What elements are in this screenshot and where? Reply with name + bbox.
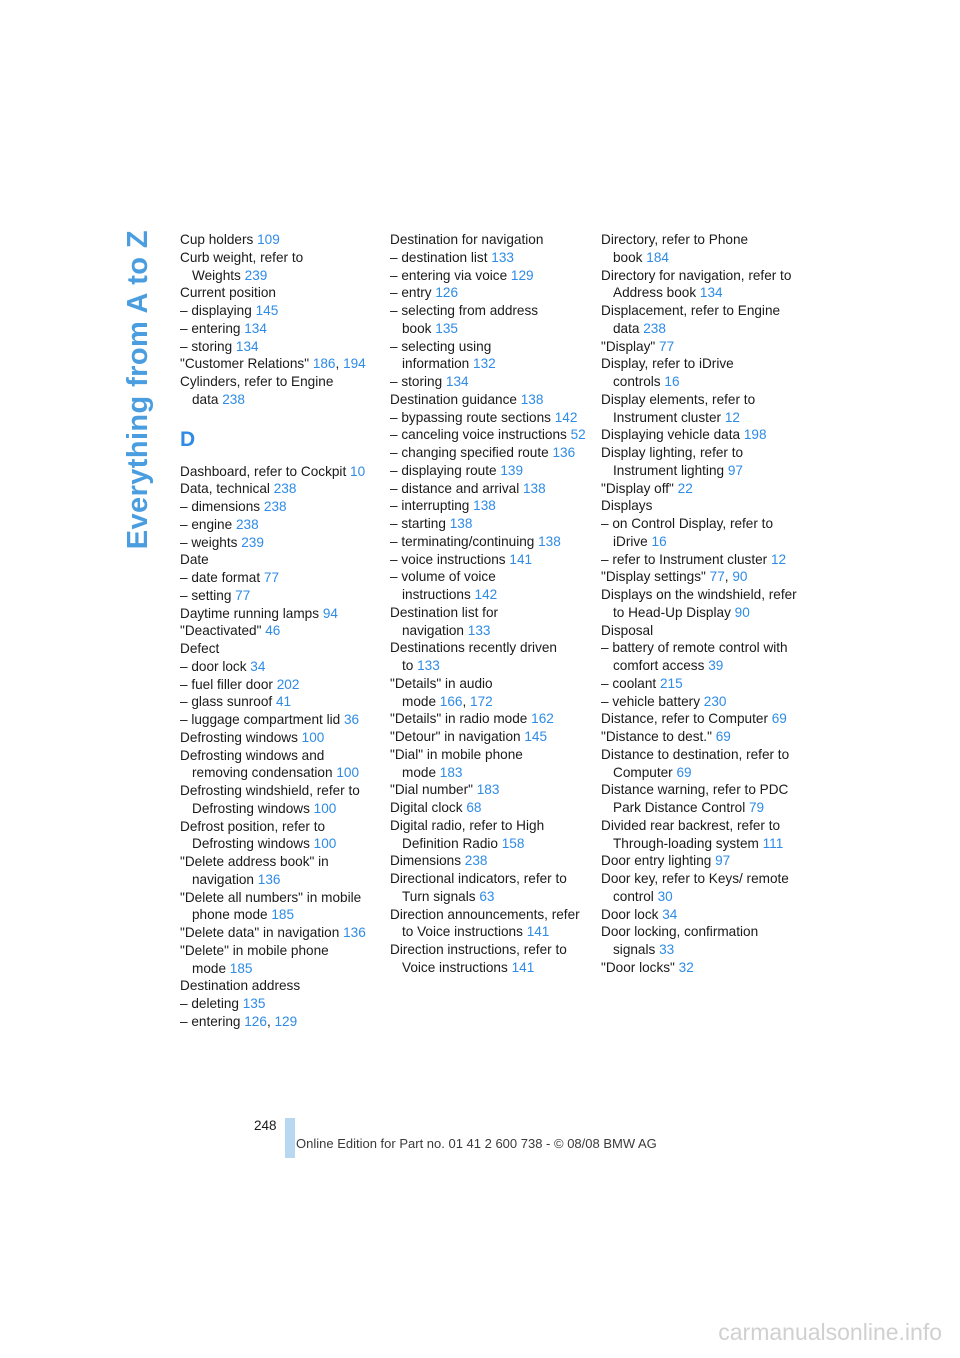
side-title — [118, 230, 158, 560]
page-reference-link[interactable]: 36 — [343, 712, 360, 727]
index-entry: "Customer Relations" 186, 194 — [180, 356, 366, 372]
index-entry-text: "Display settings" — [601, 569, 706, 585]
page-reference-link[interactable]: 10 — [350, 463, 366, 479]
page-reference-link[interactable]: 194 — [343, 356, 366, 372]
page-reference-link[interactable]: 90 — [732, 569, 748, 585]
index-entry-text: – storing — [180, 338, 233, 354]
page-reference-link[interactable]: 230 — [703, 693, 727, 709]
index-entry-text: – distance and arrival — [390, 480, 520, 496]
page-reference-link[interactable]: 100 — [313, 800, 337, 816]
index-entry — [180, 587, 376, 605]
index-entry-text: Defrost position, refer to Defrosting windows — [180, 818, 326, 852]
index-entry-text: – glass sunroof — [180, 694, 273, 710]
page-reference-link[interactable]: 185 — [271, 907, 295, 923]
index-entry — [390, 462, 586, 480]
page-reference-link[interactable]: 100 — [313, 836, 337, 852]
page-reference-link[interactable]: 111 — [762, 835, 784, 851]
index-entry-text: – starting — [390, 516, 446, 531]
page-reference-link[interactable]: 34 — [250, 658, 266, 674]
index-entry-text: – setting — [180, 587, 232, 603]
side-title-text: Everything from A to Z — [122, 230, 154, 550]
page-reference-link[interactable]: 90 — [734, 604, 750, 620]
index-entry — [601, 497, 797, 515]
index-entry-text: Directional indicators, refer to Turn signals — [390, 871, 567, 904]
index-entry — [180, 924, 376, 942]
index-entry — [390, 781, 586, 799]
page-reference-link[interactable]: 172 — [470, 693, 493, 709]
index-entry — [180, 302, 376, 320]
index-entry-text: Cylinders, refer to Engine data — [180, 374, 334, 407]
index-entry: "Details" in audio mode 166, 172 — [390, 675, 493, 709]
index-entry — [390, 639, 586, 675]
index-entry — [180, 338, 376, 356]
index-entry — [180, 284, 376, 302]
index-entry — [601, 338, 797, 356]
index-entry-text: "Dial" in mobile phone mode — [390, 746, 523, 780]
page-reference-link[interactable]: 185 — [229, 960, 253, 976]
page-reference-link[interactable]: 134 — [445, 374, 469, 389]
index-entry-text: – entering — [180, 1013, 241, 1029]
index-entry-text: Dimensions — [390, 853, 462, 869]
index-entry-text: Destination address — [180, 978, 301, 994]
index-entry-text: – battery of remote control with comfort access — [601, 640, 788, 673]
index-entry-text: "Details" in radio mode — [390, 711, 528, 727]
page-reference-link[interactable]: 52 — [570, 427, 586, 443]
page-reference-link[interactable]: 183 — [439, 764, 463, 780]
page-reference-link[interactable]: 238 — [222, 391, 245, 407]
index-entry-text: – door lock — [180, 658, 247, 674]
index-entry-text: Display, refer to iDrive controls — [601, 356, 734, 389]
index-entry-text: "Customer Relations" — [180, 356, 310, 372]
page-reference-link[interactable]: 68 — [466, 800, 482, 815]
index-entry-text: Divided rear backrest, refer to Through-loading system — [601, 817, 781, 851]
page-reference-link[interactable]: 239 — [244, 267, 268, 283]
page-reference-link[interactable]: 238 — [235, 516, 259, 532]
page-reference-link[interactable]: 100 — [336, 765, 360, 781]
page-reference-link[interactable]: 32 — [678, 959, 694, 975]
index-entry-text: Direction instructions, refer to Voice instructions — [390, 942, 567, 975]
index-entry-text: Defrosting windshield, refer to Defrosting windows — [180, 783, 360, 816]
page-reference-link[interactable]: 126 — [435, 285, 459, 301]
index-entry-text: Displays on the windshield, refer to Head-Up Display — [601, 587, 797, 620]
page-reference-link[interactable]: 77 — [659, 338, 675, 354]
index-entry-text: – deleting — [180, 996, 239, 1011]
page-reference-link[interactable]: 30 — [657, 888, 673, 904]
index-entry-text: Displacement, refer to Engine data — [601, 303, 781, 336]
page-reference-link[interactable]: 162 — [531, 711, 554, 727]
index-entry-text: Date — [180, 552, 209, 568]
index-entry — [601, 515, 797, 551]
page-reference-link[interactable]: 129 — [510, 267, 534, 283]
index-entry — [180, 498, 376, 516]
page-reference-link[interactable]: 34 — [662, 906, 678, 922]
index-entry-text: – canceling voice instructions — [390, 427, 567, 443]
index-entry-text: – bypassing route sections — [390, 409, 551, 425]
page-reference-link[interactable]: 41 — [275, 694, 292, 710]
index-entry — [390, 906, 586, 942]
page-reference-link[interactable]: 39 — [708, 658, 724, 673]
index-entry — [390, 604, 586, 640]
index-entry — [390, 728, 586, 746]
page-reference-link[interactable]: 183 — [476, 782, 500, 798]
index-entry — [390, 444, 586, 462]
page-reference-link[interactable]: 238 — [273, 481, 297, 497]
page-reference-link[interactable]: 46 — [265, 623, 281, 639]
index-entry-text: Defrosting windows and removing condensation — [180, 747, 333, 781]
index-entry — [601, 480, 797, 498]
index-entry-text: Distance warning, refer to PDC Park Distance Control — [601, 782, 789, 815]
page-reference-link[interactable]: 138 — [523, 480, 546, 496]
index-entry — [601, 551, 797, 569]
index-entry — [180, 977, 376, 995]
index-entry-text: Directory, refer to Phone book — [601, 232, 749, 265]
index-entry — [390, 284, 586, 302]
index-entry-text: – fuel filler door — [180, 676, 273, 692]
index-entry-text: – coolant — [601, 675, 657, 691]
index-entry — [180, 463, 376, 481]
page-reference-link[interactable]: 135 — [242, 996, 266, 1011]
page-reference-link[interactable]: 136 — [552, 445, 576, 460]
index-entry — [180, 480, 376, 498]
index-entry — [180, 622, 376, 640]
index-entry — [390, 710, 586, 728]
page-reference-link[interactable]: 129 — [274, 1013, 298, 1029]
index-entry-text: – volume of voice instructions — [390, 569, 496, 602]
index-entry — [601, 675, 797, 693]
index-entry-text: Destination list for navigation — [390, 604, 499, 638]
index-entry-text: – dimensions — [180, 499, 261, 514]
index-entry-text: Displaying vehicle data — [601, 427, 741, 443]
index-entry — [601, 426, 797, 444]
index-entry-text: Direction announcements, refer to Voice instructions — [390, 906, 580, 940]
index-entry-text: "Distance to dest." — [601, 729, 712, 744]
page-reference-link[interactable]: 138 — [538, 533, 561, 549]
index-entry — [180, 818, 376, 854]
index-entry — [390, 551, 586, 569]
index-entry — [180, 658, 376, 676]
edition-bar — [285, 1118, 295, 1158]
index-entry-text: Cup holders — [180, 232, 254, 247]
index-entry — [601, 391, 797, 427]
page-reference-link[interactable]: 138 — [449, 516, 473, 531]
index-entry-text: Disposal — [601, 622, 654, 638]
index-entry-text: – storing — [390, 374, 443, 389]
page-reference-link[interactable]: 132 — [473, 356, 496, 372]
index-entry-text: – terminating/continuing — [390, 533, 535, 549]
index-entry-text: Curb weight, refer to Weights — [180, 249, 304, 283]
index-entry-text: "Display" — [601, 338, 656, 354]
index-entry-text: "Delete address book" in navigation — [180, 854, 329, 887]
index-entry — [601, 746, 797, 782]
index-entry-text: Display lighting, refer to Instrument lighting — [601, 445, 744, 478]
index-entry: – entering 126, 129 — [180, 1013, 298, 1029]
index-entry-text: "Door locks" — [601, 959, 675, 975]
page-reference-link[interactable]: 77 — [263, 570, 280, 585]
index-entry-text: Door locking, confirmation signals — [601, 924, 759, 957]
page-reference-link[interactable]: 138 — [520, 391, 544, 407]
page-reference-link[interactable]: 238 — [464, 853, 488, 869]
index-entry-text: Dashboard, refer to Cockpit — [180, 463, 347, 479]
page-reference-link[interactable]: 16 — [664, 374, 680, 389]
index-entry — [601, 728, 797, 746]
index-entry-text: Destination for navigation — [390, 232, 544, 247]
index-entry — [180, 942, 376, 978]
page-reference-link[interactable]: 97 — [727, 462, 743, 478]
index-entry-text: – displaying route — [390, 462, 497, 478]
edition-note: Online Edition for Part no. 01 41 2 600 738 - © 08/08 BMW AG — [296, 1136, 657, 1151]
index-entry-text: – entering via voice — [390, 267, 508, 283]
index-entry-text: – destination list — [390, 249, 488, 265]
index-entry-text: Displays — [601, 498, 653, 514]
index-entry-text: – entry — [390, 285, 432, 301]
index-entry-text: Door entry lighting — [601, 853, 712, 869]
index-entry-text: Door lock — [601, 906, 659, 922]
index-entry-text: Distance to destination, refer to Computer — [601, 746, 790, 780]
page-reference-link[interactable]: 134 — [235, 338, 259, 354]
index-entry-text: – displaying — [180, 303, 252, 318]
index-entry-text: Destinations recently driven to — [390, 640, 557, 673]
index-entry — [601, 355, 797, 391]
index-entry — [390, 799, 586, 817]
page-reference-link[interactable]: 63 — [479, 888, 495, 904]
index-entry-text: Distance, refer to Computer — [601, 711, 768, 727]
index-entry — [390, 515, 586, 533]
index-entry — [601, 906, 797, 924]
index-entry — [390, 231, 586, 249]
index-entry-text: – engine — [180, 516, 233, 532]
page-reference-link[interactable]: 33 — [659, 942, 675, 957]
index-entry-text: "Details" in audio mode — [390, 675, 493, 709]
index-entry — [390, 373, 586, 391]
page-reference-link[interactable]: 238 — [643, 320, 666, 336]
page-reference-link[interactable]: 133 — [467, 622, 491, 638]
watermark: carmanualsonline.info — [718, 1319, 942, 1345]
index-entry-text: Digital radio, refer to High Definition Radio — [390, 817, 545, 851]
index-column-1 — [180, 231, 376, 1031]
page-reference-link[interactable]: 202 — [276, 676, 300, 692]
index-entry-text: – luggage compartment lid — [180, 712, 341, 727]
index-column-2 — [390, 231, 586, 977]
page-reference-link[interactable]: 133 — [491, 249, 514, 265]
index-entry — [180, 747, 376, 783]
page-reference-link[interactable]: 142 — [474, 587, 498, 602]
index-entry — [390, 338, 586, 374]
page-reference-link[interactable]: 139 — [500, 462, 524, 478]
page-reference-link[interactable]: 186 — [312, 356, 336, 372]
index-entry — [180, 711, 376, 729]
page-reference-link[interactable]: 136 — [257, 871, 281, 887]
page-reference-link[interactable]: 184 — [646, 249, 669, 265]
page-reference-link[interactable]: 198 — [743, 427, 767, 443]
index-entry — [390, 533, 586, 551]
index-entry: "Display settings" 77, 90 — [601, 569, 748, 585]
page-reference-link[interactable]: 97 — [715, 853, 731, 869]
index-entry-text: Current position — [180, 285, 276, 301]
index-entry-text: "Display off" — [601, 480, 674, 496]
page-reference-link[interactable]: 77 — [235, 587, 251, 603]
page-reference-link[interactable]: 100 — [301, 729, 325, 745]
page-reference-link[interactable]: 239 — [241, 534, 264, 550]
index-entry — [180, 729, 376, 747]
index-entry-text: "Dial number" — [390, 782, 473, 798]
index-entry-text: Destination guidance — [390, 391, 517, 407]
index-entry — [390, 870, 586, 906]
index-entry-text: – entering — [180, 320, 241, 336]
index-entry — [601, 870, 797, 906]
index-entry — [601, 781, 797, 817]
index-entry — [180, 320, 376, 338]
index-entry-text: – interrupting — [390, 498, 470, 514]
index-entry — [180, 605, 376, 623]
page-number: 248 — [254, 1118, 277, 1133]
index-entry-text: – refer to Instrument cluster — [601, 551, 768, 567]
index-entry — [601, 923, 797, 959]
index-entry — [601, 622, 797, 640]
page-reference-link[interactable]: 141 — [511, 959, 535, 975]
index-entry-text: – changing specified route — [390, 445, 549, 460]
page-reference-link[interactable]: 134 — [244, 320, 267, 336]
index-entry — [601, 267, 797, 303]
page-reference-link[interactable]: 215 — [659, 675, 683, 691]
index-entry — [180, 516, 376, 534]
index-entry-text: Daytime running lamps — [180, 605, 320, 621]
index-entry-text: Data, technical — [180, 481, 270, 497]
page-reference-link[interactable]: 12 — [724, 409, 740, 425]
index-entry — [180, 551, 376, 569]
index-entry — [180, 373, 376, 409]
index-entry — [601, 817, 797, 853]
index-entry-text: – vehicle battery — [601, 693, 700, 709]
page-reference-link[interactable]: 77 — [709, 569, 725, 585]
index-entry — [390, 267, 586, 285]
page-reference-link[interactable]: 141 — [526, 924, 550, 940]
index-entry-text: "Delete data" in navigation — [180, 925, 340, 940]
index-entry-text: Door key, refer to Keys/ remote control — [601, 871, 789, 904]
index-entry — [180, 693, 376, 711]
page-reference-link[interactable]: 69 — [771, 711, 787, 727]
index-entry-text: – on Control Display, refer to iDrive — [601, 516, 774, 549]
page-reference-link[interactable]: 22 — [677, 480, 693, 496]
index-entry — [601, 959, 797, 977]
index-entry-text: "Detour" in navigation — [390, 729, 521, 744]
index-entry-text: – selecting using information — [390, 338, 492, 372]
index-entry — [180, 853, 376, 889]
index-entry-text: – weights — [180, 534, 238, 550]
index-entry — [390, 852, 586, 870]
page-reference-link[interactable]: 109 — [257, 232, 280, 247]
index-entry — [390, 817, 586, 853]
index-entry — [390, 409, 586, 427]
index-entry — [180, 889, 376, 925]
page-reference-link[interactable]: 126 — [244, 1013, 267, 1029]
index-entry — [601, 639, 797, 675]
page-reference-link[interactable]: 135 — [435, 320, 458, 336]
index-entry-text: Defect — [180, 641, 220, 656]
index-entry — [390, 568, 586, 604]
page-reference-link[interactable]: 16 — [651, 533, 667, 549]
page-reference-link[interactable]: 69 — [676, 764, 692, 780]
index-entry — [390, 497, 586, 515]
index-entry — [180, 231, 376, 249]
page-reference-link[interactable]: 142 — [554, 409, 578, 425]
index-entry — [390, 480, 586, 498]
index-entry — [390, 249, 586, 267]
index-entry-text: – date format — [180, 570, 261, 585]
index-entry — [390, 426, 586, 444]
index-entry-text: "Delete all numbers" in mobile phone mode — [180, 889, 362, 923]
index-entry — [601, 586, 797, 622]
index-entry — [180, 534, 376, 552]
section-letter: D — [180, 427, 196, 451]
index-entry — [180, 782, 376, 818]
page-reference-link[interactable]: 145 — [524, 729, 548, 744]
page-reference-link[interactable]: 79 — [749, 800, 765, 815]
page-reference-link[interactable]: 158 — [501, 835, 525, 851]
page-reference-link[interactable]: 94 — [322, 605, 338, 621]
index-column-3 — [601, 231, 797, 977]
page-reference-link[interactable]: 134 — [699, 285, 723, 301]
page-reference-link[interactable]: 145 — [255, 303, 279, 318]
index-entry — [601, 444, 797, 480]
page-reference-link[interactable]: 12 — [771, 551, 787, 567]
index-entry — [390, 391, 586, 409]
page-reference-link[interactable]: 141 — [509, 551, 533, 567]
index-entry — [601, 710, 797, 728]
index-entry — [390, 302, 586, 338]
index-entry-text: "Delete" in mobile phone mode — [180, 942, 329, 976]
index-entry — [390, 746, 586, 782]
page-reference-link[interactable]: 166 — [439, 693, 463, 709]
index-entry-text: Display elements, refer to Instrument cluster — [601, 391, 756, 425]
index-entry — [390, 941, 586, 977]
page-reference-link[interactable]: 136 — [343, 925, 366, 940]
page-reference-link[interactable]: 69 — [715, 729, 731, 744]
index-entry — [180, 676, 376, 694]
index-entry-text: – selecting from address book — [390, 303, 539, 336]
index-entry-text: Directory for navigation, refer to Address book — [601, 267, 792, 301]
index-entry-text: Defrosting windows — [180, 729, 298, 745]
index-entry — [180, 995, 376, 1013]
index-entry — [601, 231, 797, 267]
index-entry — [180, 249, 376, 285]
index-entry — [601, 302, 797, 338]
page-reference-link[interactable]: 238 — [263, 499, 287, 514]
index-entry — [601, 693, 797, 711]
index-entry-text: "Deactivated" — [180, 623, 262, 639]
index-entry-text: – voice instructions — [390, 551, 506, 567]
index-entry — [180, 640, 376, 658]
index-entry — [180, 569, 376, 587]
page-reference-link[interactable]: 133 — [417, 658, 440, 673]
index-entry — [601, 852, 797, 870]
page-reference-link[interactable]: 138 — [473, 498, 496, 514]
index-entry-text: Digital clock — [390, 800, 463, 815]
